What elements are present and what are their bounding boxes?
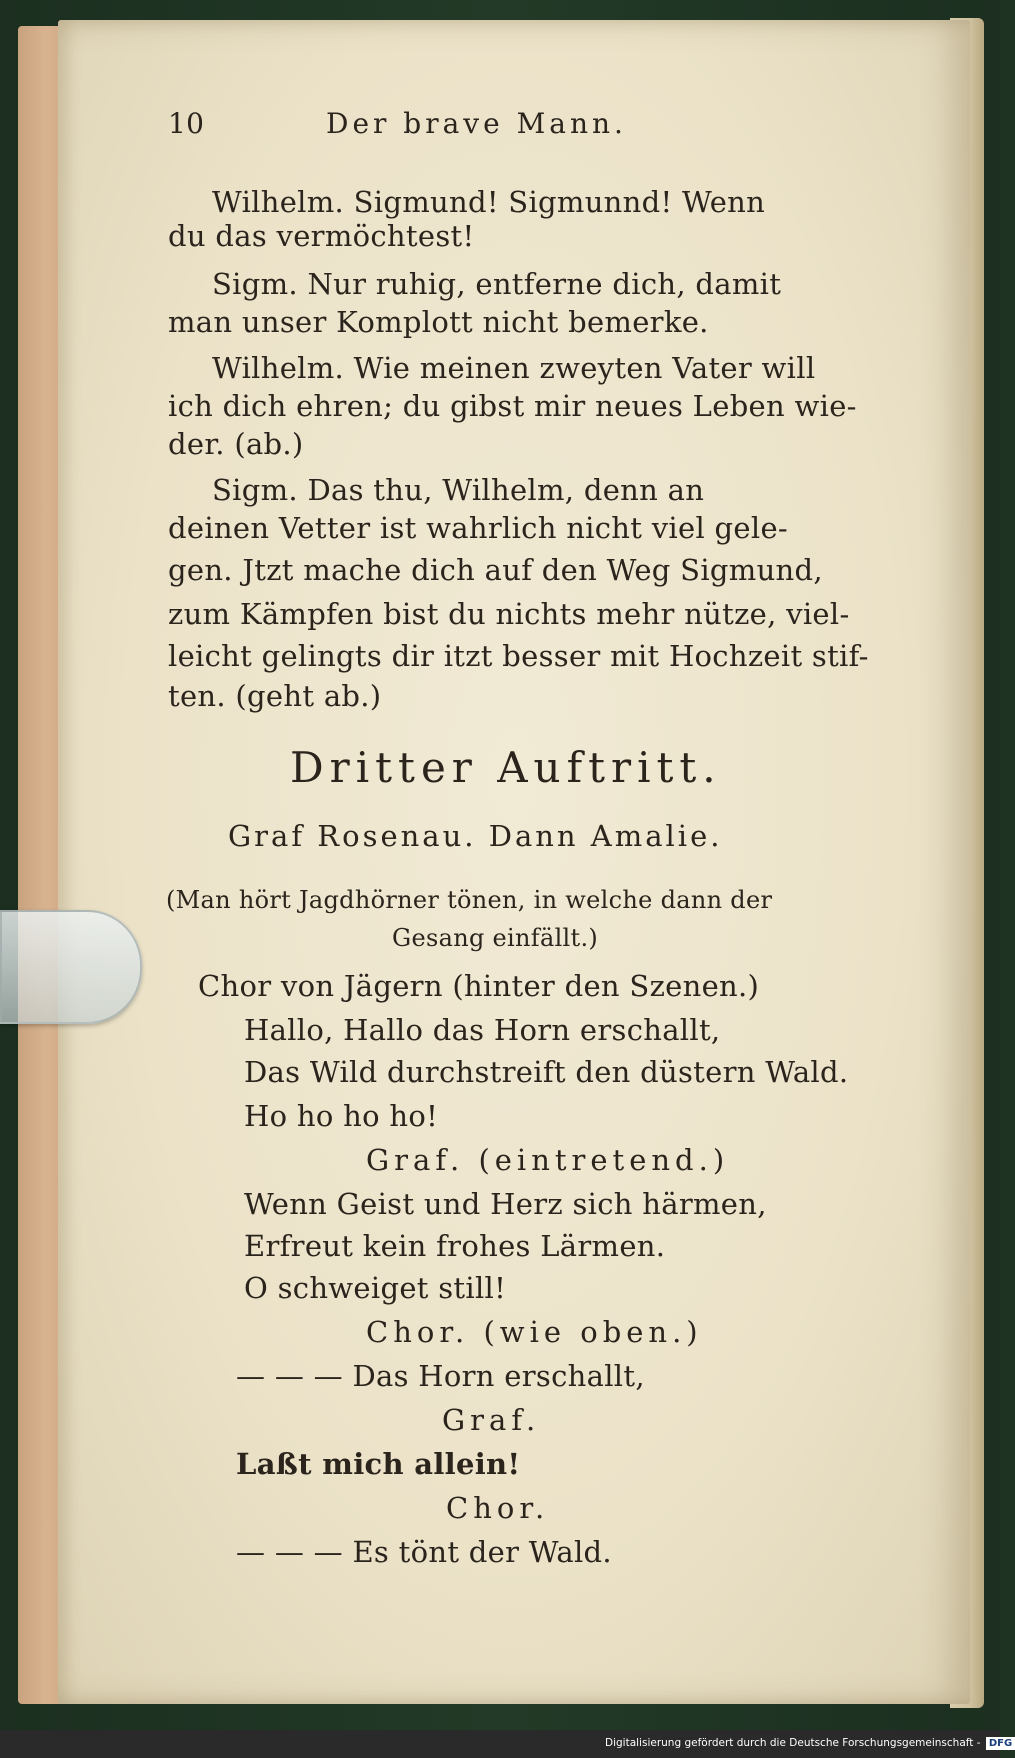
dfg-logo: DFG [986, 1737, 1015, 1750]
text-line: Wilhelm. Wie meinen zweyten Vater will [212, 351, 816, 385]
verse-line: Erfreut kein frohes Lärmen. [244, 1229, 666, 1263]
speaker-heading: Chor. (wie oben.) [366, 1315, 703, 1349]
text-line: leicht gelingts dir itzt besser mit Hochzeit stif- [168, 639, 869, 673]
chorus-heading: Chor von Jägern (hinter den Szenen.) [198, 969, 760, 1003]
verse-line: — — — Das Horn erschallt, [236, 1359, 645, 1393]
scene-persons: Graf Rosenau. Dann Amalie. [228, 819, 723, 853]
text-line: Wilhelm. Sigmund! Sigmunnd! Wenn [212, 185, 766, 219]
text-line: Sigm. Nur ruhig, entferne dich, damit [212, 267, 782, 301]
text-line: deinen Vetter ist wahrlich nicht viel gele- [168, 511, 789, 545]
text-line: ten. (geht ab.) [168, 679, 382, 713]
verse-line: O schweiget still! [244, 1271, 507, 1305]
verse-line: Hallo, Hallo das Horn erschallt, [244, 1013, 721, 1047]
text-line: der. (ab.) [168, 427, 304, 461]
verse-line: — — — Es tönt der Wald. [236, 1535, 612, 1569]
running-head: Der brave Mann. [326, 107, 627, 140]
text-line: Sigm. Das thu, Wilhelm, denn an [212, 473, 705, 507]
verse-line: Laßt mich allein! [236, 1447, 521, 1481]
stage-direction: (Man hört Jagdhörner tönen, in welche dann der [166, 886, 773, 914]
speaker-heading: Graf. [442, 1403, 541, 1437]
scene-title: Dritter Auftritt. [290, 743, 722, 792]
text-line: ich dich ehren; du gibst mir neues Leben wie- [168, 389, 857, 423]
verse-line: Das Wild durchstreift den düstern Wald. [244, 1055, 849, 1089]
text-line: gen. Jtzt mache dich auf den Weg Sigmund, [168, 553, 823, 587]
verse-line: Wenn Geist und Herz sich härmen, [244, 1187, 767, 1221]
text-line: man unser Komplott nicht bemerke. [168, 305, 709, 339]
stage-direction: Gesang einfällt.) [392, 924, 599, 952]
text-line: zum Kämpfen bist du nichts mehr nütze, viel- [168, 597, 850, 631]
funding-text: Digitalisierung gefördert durch die Deutsche Forschungsgemeinschaft - [605, 1737, 981, 1749]
text-line: du das vermöchtest! [168, 219, 475, 253]
speaker-heading: Chor. [446, 1491, 550, 1525]
funding-notice [605, 1735, 1015, 1751]
speaker-heading: Graf. (eintretend.) [366, 1143, 730, 1177]
page-number: 10 [168, 107, 205, 140]
verse-line: Ho ho ho ho! [244, 1099, 439, 1133]
